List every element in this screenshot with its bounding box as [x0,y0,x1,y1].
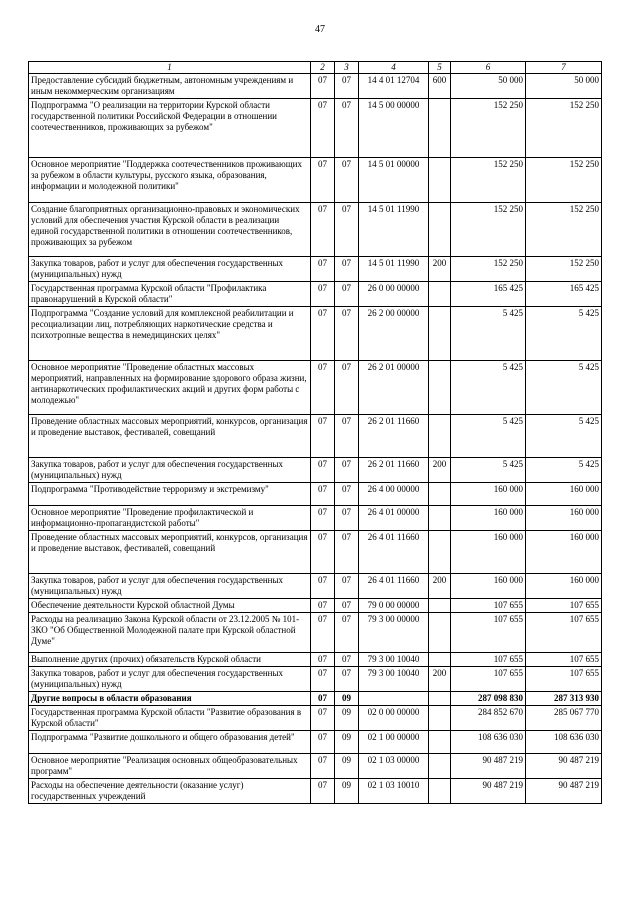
row-name-cell: Государственная программа Курской области "Профилактика правонарушений в Курской области" [29,282,311,307]
subsection-code-cell: 07 [335,531,359,574]
section-code-cell: 07 [311,307,335,361]
subsection-code-cell: 07 [335,483,359,506]
subsection-code-cell: 07 [335,74,359,99]
amount-col6-cell: 50 000 [451,74,526,99]
section-code-cell: 07 [311,731,335,754]
table-row [29,506,602,531]
section-code-cell: 07 [311,692,335,706]
amount-col6-cell: 152 250 [451,99,526,158]
amount-col7-cell: 152 250 [526,158,602,203]
page-number: 47 [315,24,325,35]
column-header: 3 [335,62,359,74]
table-row [29,754,602,779]
target-article-cell: 26 2 01 11660 [359,458,429,483]
amount-col6-cell: 90 487 219 [451,779,526,804]
subsection-code-cell: 09 [335,754,359,779]
amount-col6-cell: 160 000 [451,531,526,574]
expense-type-cell [429,158,451,203]
amount-col6-cell: 160 000 [451,574,526,599]
amount-col7-cell: 160 000 [526,574,602,599]
row-name-cell: Предоставление субсидий бюджетным, автономным учреждениям и иным некоммерческим организациям [29,74,311,99]
row-name-cell: Государственная программа Курской области "Развитие образования в Курской области" [29,706,311,731]
expense-type-cell [429,613,451,653]
amount-col6-cell: 107 655 [451,599,526,613]
target-article-cell: 79 3 00 00000 [359,613,429,653]
amount-col6-cell: 5 425 [451,361,526,415]
budget-table [28,61,602,804]
expense-type-cell [429,506,451,531]
subsection-code-cell: 09 [335,706,359,731]
table-row [29,74,602,99]
column-header: 6 [451,62,526,74]
row-name-cell: Основное мероприятие "Поддержка соотечественников проживающих за рубежом в области культуры, русского языка, образования, информации и молодежной политики" [29,158,311,203]
target-article-cell: 14 5 01 11990 [359,257,429,282]
table-row [29,531,602,574]
target-article-cell: 14 5 01 00000 [359,158,429,203]
expense-type-cell [429,706,451,731]
row-name-cell: Создание благоприятных организационно-правовых и экономических условий для обеспечения участия Курской области в реализации единой государственной политики в отношении соотечественников, проживающих за рубежом [29,203,311,257]
table-row [29,307,602,361]
subsection-code-cell: 09 [335,692,359,706]
target-article-cell: 26 2 01 00000 [359,361,429,415]
row-name-cell: Закупка товаров, работ и услуг для обеспечения государственных (муниципальных) нужд [29,574,311,599]
amount-col6-cell: 5 425 [451,458,526,483]
section-code-cell: 07 [311,613,335,653]
expense-type-cell: 200 [429,257,451,282]
section-code-cell: 07 [311,483,335,506]
expense-type-cell: 600 [429,74,451,99]
table-row [29,599,602,613]
row-name-cell: Расходы на обеспечение деятельности (оказание услуг) государственных учреждений [29,779,311,804]
amount-col7-cell: 5 425 [526,361,602,415]
subsection-code-cell: 07 [335,667,359,692]
expense-type-cell [429,203,451,257]
row-name-cell: Другие вопросы в области образования [29,692,311,706]
amount-col7-cell: 287 313 930 [526,692,602,706]
amount-col6-cell: 284 852 670 [451,706,526,731]
section-code-cell: 07 [311,667,335,692]
subsection-code-cell: 07 [335,203,359,257]
amount-col7-cell: 152 250 [526,203,602,257]
table-row [29,483,602,506]
table-row [29,574,602,599]
expense-type-cell [429,415,451,458]
section-code-cell: 07 [311,531,335,574]
amount-col7-cell: 107 655 [526,599,602,613]
row-name-cell: Закупка товаров, работ и услуг для обеспечения государственных (муниципальных) нужд [29,667,311,692]
target-article-cell: 02 1 00 00000 [359,731,429,754]
target-article-cell: 02 1 03 10010 [359,779,429,804]
amount-col6-cell: 107 655 [451,613,526,653]
section-code-cell: 07 [311,458,335,483]
section-code-cell: 07 [311,706,335,731]
subsection-code-cell: 07 [335,307,359,361]
expense-type-cell: 200 [429,667,451,692]
subsection-code-cell: 07 [335,158,359,203]
expense-type-cell [429,731,451,754]
target-article-cell: 26 4 01 00000 [359,506,429,531]
amount-col7-cell: 107 655 [526,667,602,692]
amount-col7-cell: 5 425 [526,415,602,458]
amount-col6-cell: 5 425 [451,415,526,458]
target-article-cell: 26 4 01 11660 [359,574,429,599]
target-article-cell: 79 3 00 10040 [359,667,429,692]
row-name-cell: Основное мероприятие "Проведение областных массовых мероприятий, направленных на формирование здорового образа жизни, антинаркотических профилактических акций и других форм работы с молодежью" [29,361,311,415]
amount-col7-cell: 50 000 [526,74,602,99]
expense-type-cell [429,779,451,804]
row-name-cell: Подпрограмма "Развитие дошкольного и общего образования детей" [29,731,311,754]
expense-type-cell: 200 [429,458,451,483]
column-header: 7 [526,62,602,74]
target-article-cell: 26 4 00 00000 [359,483,429,506]
subsection-code-cell: 07 [335,599,359,613]
target-article-cell: 14 4 01 12704 [359,74,429,99]
section-code-cell: 07 [311,506,335,531]
row-name-cell: Основное мероприятие "Проведение профилактической и информационно-пропагандистской работы" [29,506,311,531]
table-row [29,779,602,804]
table-row [29,692,602,706]
table-row [29,731,602,754]
section-code-cell: 07 [311,574,335,599]
table-row [29,99,602,158]
amount-col7-cell: 152 250 [526,257,602,282]
row-name-cell: Основное мероприятие "Реализация основных общеобразовательных программ" [29,754,311,779]
subsection-code-cell: 09 [335,731,359,754]
subsection-code-cell: 07 [335,99,359,158]
expense-type-cell [429,653,451,667]
expense-type-cell [429,361,451,415]
amount-col6-cell: 165 425 [451,282,526,307]
table-row [29,613,602,653]
amount-col6-cell: 152 250 [451,158,526,203]
amount-col6-cell: 107 655 [451,667,526,692]
section-code-cell: 07 [311,158,335,203]
amount-col7-cell: 160 000 [526,506,602,531]
column-header: 1 [29,62,311,74]
section-code-cell: 07 [311,361,335,415]
amount-col6-cell: 160 000 [451,506,526,531]
amount-col6-cell: 160 000 [451,483,526,506]
amount-col7-cell: 165 425 [526,282,602,307]
amount-col7-cell: 152 250 [526,99,602,158]
target-article-cell: 79 3 00 10040 [359,653,429,667]
target-article-cell: 26 2 01 11660 [359,415,429,458]
table-row [29,667,602,692]
amount-col7-cell: 108 636 030 [526,731,602,754]
section-code-cell: 07 [311,257,335,282]
subsection-code-cell: 07 [335,574,359,599]
table-row [29,158,602,203]
expense-type-cell [429,99,451,158]
section-code-cell: 07 [311,754,335,779]
row-name-cell: Закупка товаров, работ и услуг для обеспечения государственных (муниципальных) нужд [29,458,311,483]
target-article-cell: 26 0 00 00000 [359,282,429,307]
amount-col7-cell: 90 487 219 [526,779,602,804]
table-row [29,415,602,458]
amount-col7-cell: 107 655 [526,613,602,653]
table-row [29,361,602,415]
subsection-code-cell: 07 [335,415,359,458]
column-header-row [29,62,602,74]
table-row [29,203,602,257]
expense-type-cell [429,531,451,574]
table-row [29,458,602,483]
amount-col7-cell: 160 000 [526,531,602,574]
row-name-cell: Проведение областных массовых мероприятий, конкурсов, организация и проведение выставок, фестивалей, совещаний [29,531,311,574]
section-code-cell: 07 [311,203,335,257]
expense-type-cell [429,599,451,613]
section-code-cell: 07 [311,779,335,804]
subsection-code-cell: 07 [335,458,359,483]
amount-col6-cell: 108 636 030 [451,731,526,754]
section-code-cell: 07 [311,99,335,158]
subsection-code-cell: 07 [335,613,359,653]
expense-type-cell [429,692,451,706]
column-header: 2 [311,62,335,74]
row-name-cell: Расходы на реализацию Закона Курской области от 23.12.2005 № 101-ЗКО "Об Общественной Молодежной палате при Курской областной Думе" [29,613,311,653]
table-row [29,706,602,731]
row-name-cell: Подпрограмма "О реализации на территории Курской области государственной политики Российской Федерации в отношении соотечественников, проживающих за рубежом" [29,99,311,158]
amount-col7-cell: 5 425 [526,307,602,361]
target-article-cell [359,692,429,706]
subsection-code-cell: 07 [335,257,359,282]
section-code-cell: 07 [311,282,335,307]
amount-col6-cell: 152 250 [451,257,526,282]
subsection-code-cell: 07 [335,361,359,415]
row-name-cell: Закупка товаров, работ и услуг для обеспечения государственных (муниципальных) нужд [29,257,311,282]
target-article-cell: 14 5 01 11990 [359,203,429,257]
target-article-cell: 26 2 00 00000 [359,307,429,361]
subsection-code-cell: 07 [335,282,359,307]
expense-type-cell: 200 [429,574,451,599]
amount-col6-cell: 287 098 830 [451,692,526,706]
table-row [29,653,602,667]
row-name-cell: Подпрограмма "Противодействие терроризму и экстремизму" [29,483,311,506]
amount-col7-cell: 107 655 [526,653,602,667]
row-name-cell: Обеспечение деятельности Курской областной Думы [29,599,311,613]
expense-type-cell [429,483,451,506]
section-code-cell: 07 [311,415,335,458]
amount-col7-cell: 90 487 219 [526,754,602,779]
row-name-cell: Выполнение других (прочих) обязательств Курской области [29,653,311,667]
section-code-cell: 07 [311,599,335,613]
target-article-cell: 26 4 01 11660 [359,531,429,574]
target-article-cell: 14 5 00 00000 [359,99,429,158]
target-article-cell: 79 0 00 00000 [359,599,429,613]
amount-col6-cell: 107 655 [451,653,526,667]
section-code-cell: 07 [311,653,335,667]
table-row [29,257,602,282]
amount-col7-cell: 160 000 [526,483,602,506]
target-article-cell: 02 1 03 00000 [359,754,429,779]
amount-col6-cell: 152 250 [451,203,526,257]
subsection-code-cell: 09 [335,779,359,804]
amount-col6-cell: 5 425 [451,307,526,361]
table-row [29,282,602,307]
column-header: 4 [359,62,429,74]
row-name-cell: Подпрограмма "Создание условий для комплексной реабилитации и ресоциализации лиц, потребляющих наркотические средства и психотропные вещества в немедицинских целях" [29,307,311,361]
subsection-code-cell: 07 [335,506,359,531]
subsection-code-cell: 07 [335,653,359,667]
section-code-cell: 07 [311,74,335,99]
expense-type-cell [429,307,451,361]
expense-type-cell [429,282,451,307]
amount-col7-cell: 285 067 770 [526,706,602,731]
expense-type-cell [429,754,451,779]
target-article-cell: 02 0 00 00000 [359,706,429,731]
column-header: 5 [429,62,451,74]
amount-col6-cell: 90 487 219 [451,754,526,779]
row-name-cell: Проведение областных массовых мероприятий, конкурсов, организация и проведение выставок, фестивалей, совещаний [29,415,311,458]
amount-col7-cell: 5 425 [526,458,602,483]
